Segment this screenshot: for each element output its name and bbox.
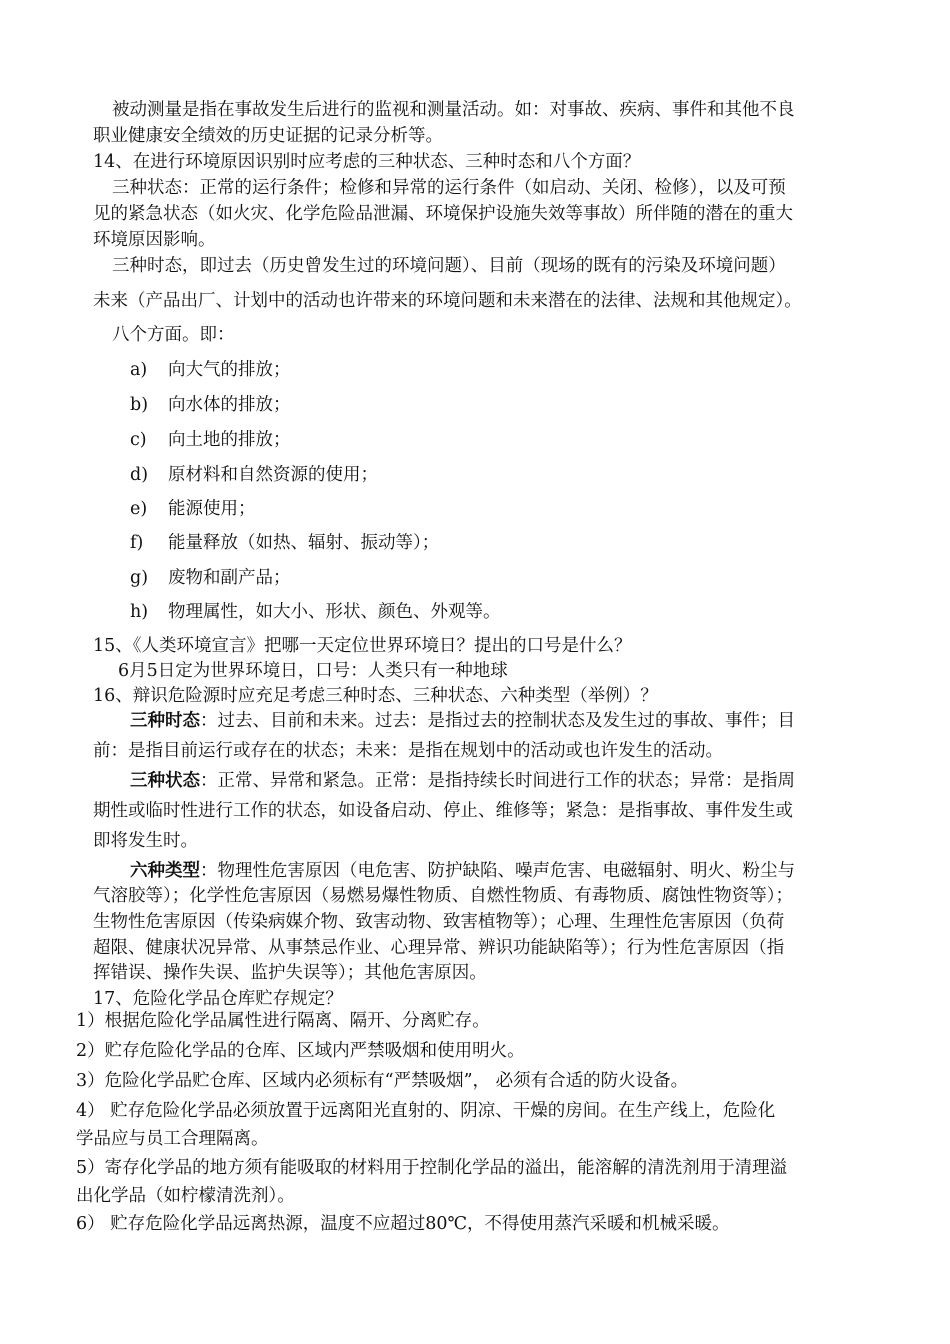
list-item: 出化学品（如柠檬清洗剂）。 (76, 1186, 295, 1206)
list-marker: g) (130, 568, 149, 588)
list-item: 5）寄存化学品的地方须有能吸取的材料用于控制化学品的溢出，能溶解的清洗剂用于清理溢 (76, 1158, 788, 1178)
list-item: 学品应与员工合理隔离。 (76, 1129, 269, 1149)
paragraph-line: 前：是指目前运行或存在的状态；未来：是指在规划中的活动或也许发生的活动。 (93, 741, 723, 761)
paragraph-line: 三种时态，即过去（历史曾发生过的环境问题）、目前（现场的既有的污染及环境问题） (112, 256, 786, 276)
paragraph-line: 生物性危害原因（传染病媒介物、致害动物、致害植物等）；心理、生理性危害原因（负荷 (93, 912, 785, 932)
list-marker: c) (130, 430, 147, 450)
list-item: 向大气的排放； (168, 360, 291, 380)
paragraph-line (130, 858, 795, 884)
list-marker: d) (130, 465, 149, 485)
bold-label: 三种状态 (130, 771, 200, 791)
paragraph-line: 职业健康安全绩效的历史证据的记录分析等。 (93, 126, 443, 146)
question-heading: 14、在进行环境原因识别时应考虑的三种状态、三种时态和八个方面？ (93, 152, 641, 172)
paragraph-text: ：物理性危害原因（电危害、防护缺陷、噪声危害、电磁辐射、明火、粉尘与 (200, 861, 795, 881)
paragraph-line: 期性或临时性进行工作的状态，如设备启动、停止、维修等；紧急：是指事故、事件发生或 (93, 801, 793, 821)
paragraph-line: 即将发生时。 (93, 831, 198, 851)
list-marker: h) (130, 602, 149, 622)
list-marker: f) (130, 533, 144, 553)
paragraph-line: 被动测量是指在事故发生后进行的监视和测量活动。如：对事故、疾病、事件和其他不良 (112, 100, 795, 120)
paragraph-text: ：过去、目前和未来。过去：是指过去的控制状态及发生过的事故、事件；目 (200, 711, 795, 731)
list-marker: a) (130, 360, 148, 380)
paragraph-line: 挥错误、操作失误、监护失误等）；其他危害原因。 (93, 963, 487, 983)
list-item: 向土地的排放； (168, 430, 291, 450)
paragraph-line: 未来（产品出厂、计划中的活动也许带来的环境问题和未来潜在的法律、法规和其他规定）。 (93, 291, 802, 311)
paragraph-line: 八个方面。即： (112, 325, 235, 345)
question-heading: 15、《人类环境宣言》把哪一天定位世界环境日？提出的口号是什么？ (93, 636, 632, 656)
bold-label: 六种类型 (130, 861, 200, 881)
paragraph-line: 超限、健康状况异常、从事禁忌作业、心理异常、辨识功能缺陷等）；行为性危害原因（指 (93, 938, 785, 958)
question-heading: 17、危险化学品仓库贮存规定？ (93, 989, 343, 1009)
paragraph-text: ：正常、异常和紧急。正常：是指持续长时间进行工作的状态；异常：是指周 (200, 771, 795, 791)
list-item: 1）根据危险化学品属性进行隔离、隔开、分离贮存。 (76, 1011, 490, 1031)
list-item: 能量释放（如热、辐射、振动等）； (168, 533, 440, 553)
list-item: 4） 贮存危险化学品必须放置于远离阳光直射的、阴凉、干燥的房间。在生产线上，危险化 (76, 1101, 776, 1121)
list-item: 原材料和自然资源的使用； (168, 465, 378, 485)
list-item: 6） 贮存危险化学品远离热源，温度不应超过80℃，不得使用蒸汽采暖和机械采暖。 (76, 1214, 730, 1234)
list-item: 物理属性，如大小、形状、颜色、外观等。 (168, 602, 501, 622)
list-marker: e) (130, 499, 148, 519)
paragraph-line: 环境原因影响。 (93, 230, 216, 250)
list-item: 向水体的排放； (168, 395, 291, 415)
list-item: 能源使用； (168, 499, 256, 519)
paragraph-line: 气溶胶等）；化学性危害原因（易燃易爆性物质、自燃性物质、有毒物质、腐蚀性物资等）； (93, 886, 793, 906)
list-item: 3）危险化学品贮仓库、区域内必须标有“严禁吸烟”， 必须有合适的防火设备。 (76, 1071, 689, 1091)
list-item: 2）贮存危险化学品的仓库、区域内严禁吸烟和使用明火。 (76, 1041, 525, 1061)
list-marker: b) (130, 395, 149, 415)
answer-line: 6月5日定为世界环境日，口号：人类只有一种地球 (118, 661, 508, 681)
question-heading: 16、辩识危险源时应充足考虑三种时态、三种状态、六种类型（举例）？ (93, 686, 658, 706)
paragraph-line (130, 708, 795, 734)
bold-label: 三种时态 (130, 711, 200, 731)
list-item: 废物和副产品； (168, 568, 291, 588)
paragraph-line (130, 768, 795, 794)
paragraph-line: 三种状态：正常的运行条件；检修和异常的运行条件（如启动、关闭、检修），以及可预 (112, 178, 786, 198)
paragraph-line: 见的紧急状态（如火灾、化学危险品泄漏、环境保护设施失效等事故）所伴随的潜在的重大 (93, 204, 793, 224)
